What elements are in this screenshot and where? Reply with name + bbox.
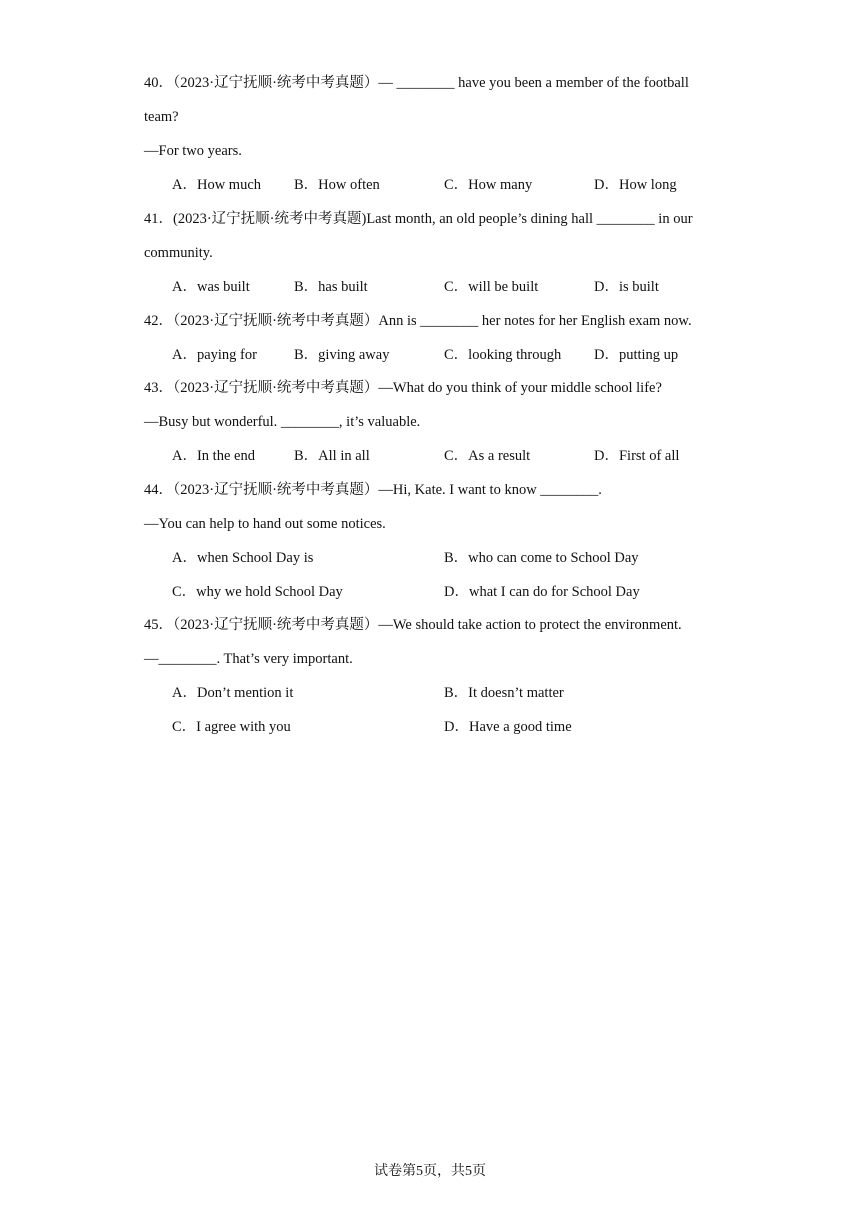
q40-option-a: A．How much	[172, 177, 262, 193]
q42-stem: 42．（2023·辽宁抚顺·统考中考真题）Ann is ________ her notes for her English exam now.	[144, 313, 692, 329]
q42-option-a: A．paying for	[172, 347, 257, 363]
q40-option-b: B．How often	[294, 177, 380, 193]
q41-option-c: C．will be built	[444, 279, 539, 295]
q45-option-a: A．Don’t mention it	[172, 685, 294, 701]
q45-option-c: C．I agree with you	[172, 719, 291, 735]
q43-option-b: B．All in all	[294, 448, 370, 464]
q43-response: —Busy but wonderful. ________, it’s valuable.	[144, 414, 421, 430]
q41-option-d: D．is built	[594, 279, 659, 295]
q44-option-b: B．who can come to School Day	[444, 550, 639, 566]
q44-option-d: D．what I can do for School Day	[444, 584, 640, 600]
q41-option-b: B．has built	[294, 279, 368, 295]
q44-response: —You can help to hand out some notices.	[144, 516, 386, 532]
q40-stem: 40．（2023·辽宁抚顺·统考中考真题）— ________ have you been a member of the football	[144, 75, 689, 91]
q43-option-d: D．First of all	[594, 448, 680, 464]
q41-stem: 41．(2023·辽宁抚顺·统考中考真题)Last month, an old people’s dining hall ________ in our	[144, 211, 693, 227]
q41-stem-cont: community.	[144, 245, 213, 261]
q44-option-c: C．why we hold School Day	[172, 584, 343, 600]
q45-option-b: B．It doesn’t matter	[444, 685, 564, 701]
q40-response: —For two years.	[144, 143, 242, 159]
q40-stem-cont: team?	[144, 109, 179, 125]
page-footer: 试卷第5页，共5页	[374, 1164, 486, 1179]
q40-option-c: C．How many	[444, 177, 533, 193]
q45-option-d: D．Have a good time	[444, 719, 572, 735]
q41-option-a: A．was built	[172, 279, 250, 295]
q44-stem: 44．（2023·辽宁抚顺·统考中考真题）—Hi, Kate. I want to know ________.	[144, 482, 602, 498]
q45-response: —________. That’s very important.	[144, 651, 353, 667]
q40-option-d: D．How long	[594, 177, 677, 193]
q43-option-c: C．As a result	[444, 448, 531, 464]
q43-stem: 43．（2023·辽宁抚顺·统考中考真题）—What do you think of your middle school life?	[144, 380, 662, 396]
q42-option-d: D．putting up	[594, 347, 679, 363]
q43-option-a: A．In the end	[172, 448, 255, 464]
q42-option-b: B．giving away	[294, 347, 390, 363]
q44-option-a: A．when School Day is	[172, 550, 314, 566]
q45-stem: 45．（2023·辽宁抚顺·统考中考真题）—We should take action to protect the environment.	[144, 617, 682, 633]
q42-option-c: C．looking through	[444, 347, 562, 363]
